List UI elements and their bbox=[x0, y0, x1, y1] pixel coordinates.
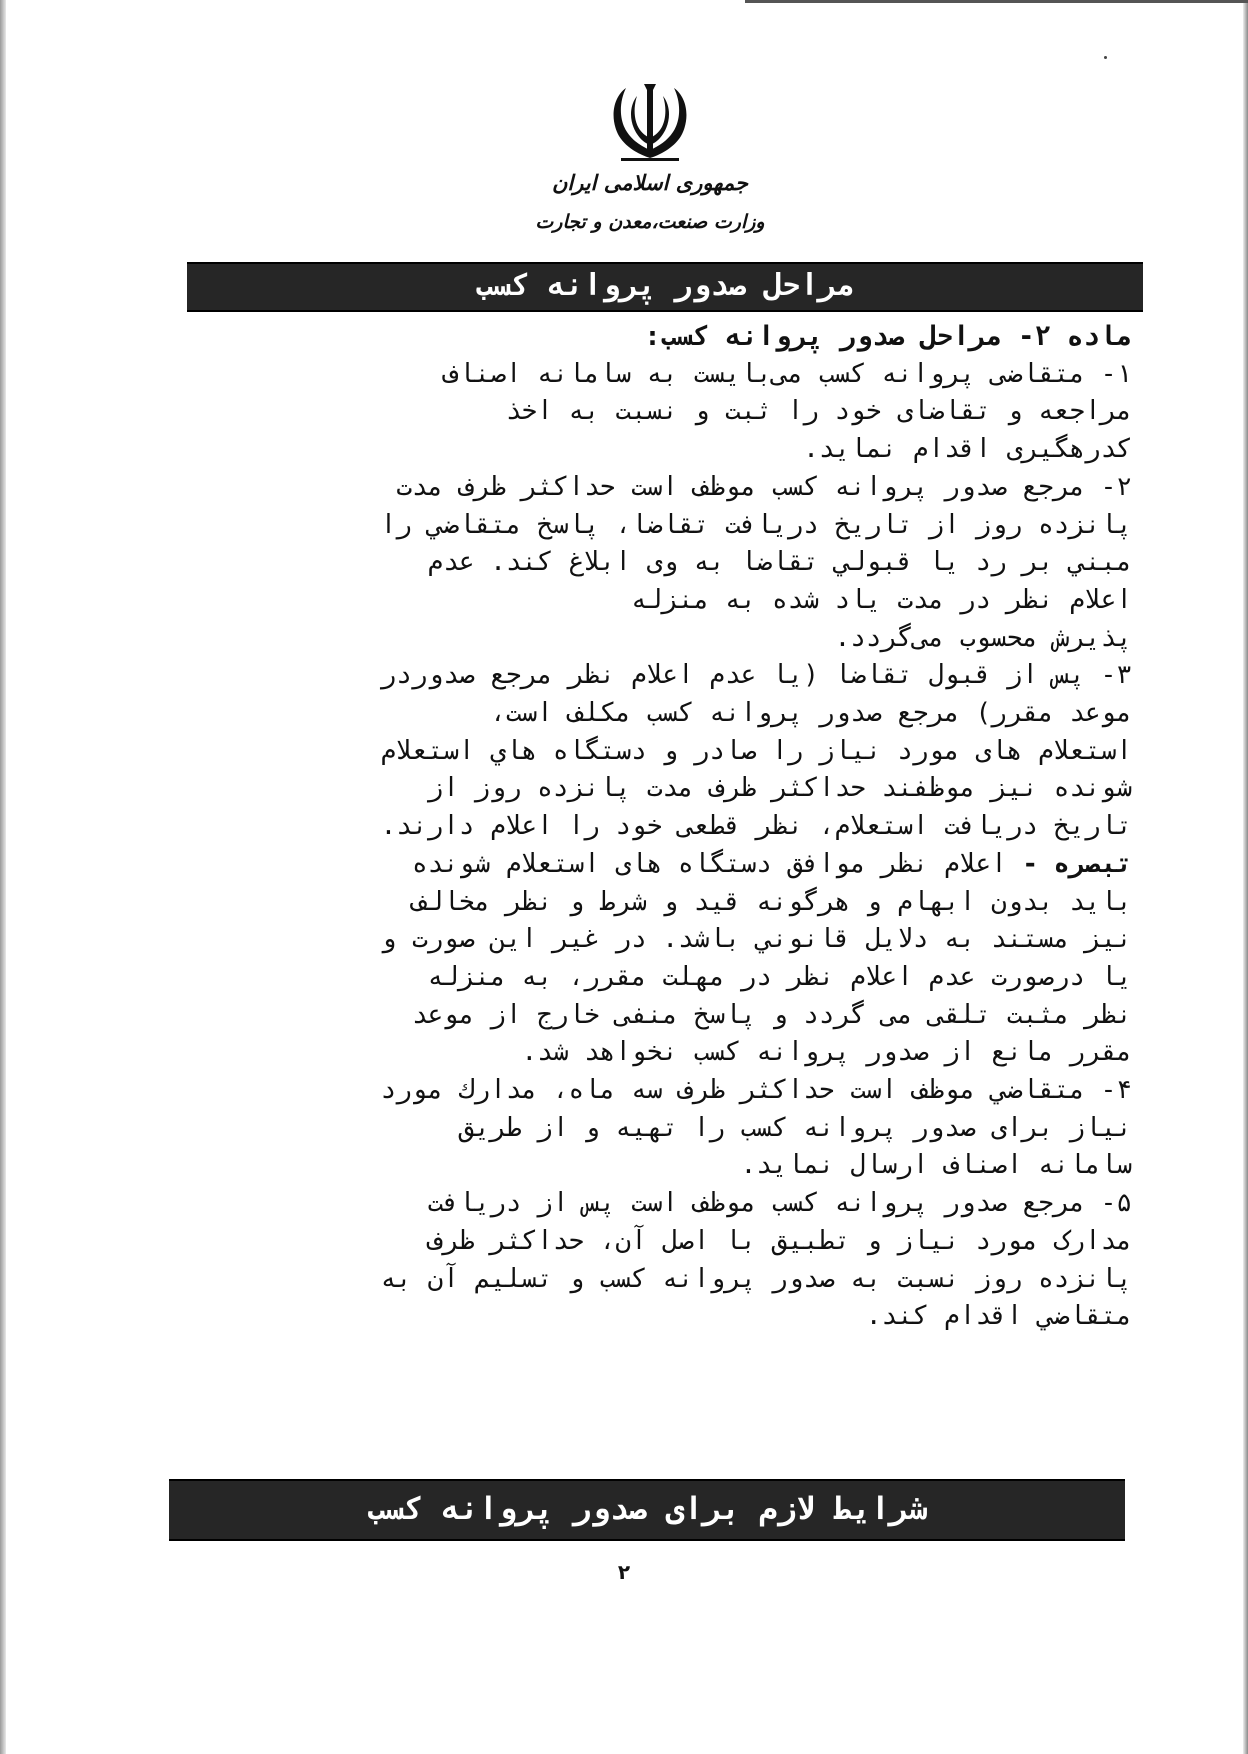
scan-edge-right bbox=[1243, 0, 1248, 1754]
note-line: یا درصورت عدم اعلام نظر در مهلت مقرر، به منزله bbox=[427, 961, 1132, 992]
note-line: نظر مثبت تلقی می گردد و پاسخ منفی خارج از موعد bbox=[411, 999, 1132, 1030]
note-line: نیز مستند به دلایل قانوني باشد. در غیر این صورت و bbox=[380, 924, 1132, 955]
section-banner-stages: مراحل صدور پروانه کسب bbox=[187, 262, 1143, 312]
text-line: شونده نیز موظفند حداکثر ظرف مدت پانزده روز از bbox=[427, 773, 1132, 804]
text-line: پانزده روز نسبت به صدور پروانه کسب و تسلیم آن به bbox=[380, 1263, 1132, 1294]
text-line: ۵- مرجع صدور پروانه کسب موظف است پس از دریافت bbox=[427, 1188, 1132, 1219]
text-line: پانزده روز از تاریخ دریافت تقاضا، پاسخ متقاضي را bbox=[380, 509, 1132, 540]
text-line: ۳- پس از قبول تقاضا (یا عدم اعلام نظر مرجع صدوردر bbox=[380, 660, 1132, 691]
text-line: مدارک مورد نیاز و تطبیق با اصل آن، حداکثر ظرف bbox=[427, 1225, 1132, 1256]
ministry-name: وزارت صنعت،معدن و تجارت bbox=[535, 211, 765, 233]
text-line: موعد مقرر) مرجع صدور پروانه کسب مکلف است، bbox=[490, 698, 1132, 729]
text-line: ۱- متقاضی پروانه کسب می‌بایست به سامانه اصناف bbox=[443, 358, 1132, 389]
text-line: پذیرش محسوب می‌گردد. bbox=[834, 622, 1132, 653]
article-title: ماده ۲- مراحل صدور پروانه کسب: bbox=[644, 321, 1132, 352]
text-line: تاریخ دریافت استعلام، نظر قطعی خود را اعلام دارند. bbox=[380, 811, 1132, 842]
note-first-line bbox=[172, 846, 1132, 884]
text-line: استعلام های مورد نیاز را صادر و دستگاه هاي استعلام bbox=[380, 735, 1132, 766]
iran-emblem-icon bbox=[607, 78, 693, 164]
text-line: متقاضي اقدام کند. bbox=[865, 1301, 1132, 1332]
article-body bbox=[172, 318, 1132, 1336]
text-line: نیاز برای صدور پروانه کسب را تهیه و از طریق bbox=[458, 1112, 1132, 1143]
letterhead bbox=[500, 78, 800, 250]
note-line: باید بدون ابهام و هرگونه قید و شرط و نظر مخالف bbox=[411, 886, 1132, 917]
note-first-line-text: اعلام نظر موافق دستگاه های استعلام شونده bbox=[411, 848, 1023, 879]
section-banner-requirements: شرایط لازم برای صدور پروانه کسب bbox=[169, 1479, 1125, 1541]
note-line: مقرر مانع از صدور پروانه کسب نخواهد شد. bbox=[521, 1037, 1132, 1068]
scan-edge-left bbox=[0, 0, 6, 1754]
note-label: تبصره - bbox=[1022, 848, 1132, 879]
country-name: جمهوری اسلامی ایران bbox=[551, 170, 749, 195]
text-line: مراجعه و تقاضای خود را ثبت و نسبت به اخذ bbox=[505, 396, 1132, 427]
text-line: اعلام نظر در مدت یاد شده به منزله bbox=[631, 584, 1132, 615]
text-line: سامانه اصناف ارسال نماید. bbox=[740, 1150, 1132, 1181]
scan-edge-top bbox=[745, 0, 1248, 3]
text-line: مبني بر رد يا قبولي تقاضا به وی ابلاغ کند. عدم bbox=[427, 547, 1132, 578]
page-number: ۲ bbox=[617, 1560, 631, 1584]
text-line: ۴- متقاضي موظف است حداکثر ظرف سه ماه، مدارك مورد bbox=[380, 1075, 1132, 1106]
scan-speck bbox=[1104, 56, 1107, 59]
text-line: کدرهگیری اقدام نماید. bbox=[803, 434, 1132, 465]
text-line: ۲- مرجع صدور پروانه کسب موظف است حداکثر ظرف مدت bbox=[396, 471, 1132, 502]
